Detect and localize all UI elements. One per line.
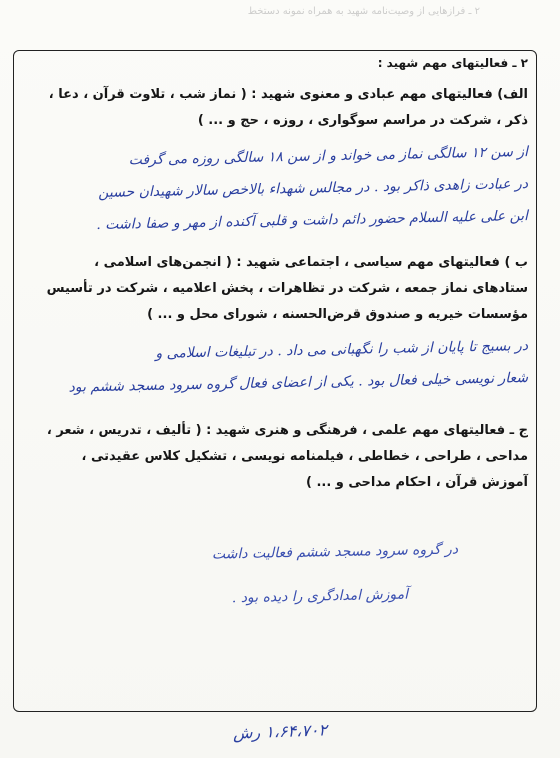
section-a-handwritten-line-2: در عبادت زاهدی ذاکر بود . در مجالس شهداء بالاخص سالار شهیدان حسین bbox=[98, 176, 529, 202]
section-c-handwritten-line-1: در گروه سرود مسجد ششم فعالیت داشت bbox=[211, 541, 459, 563]
section-a-printed-line-2: ذکر ، شرکت در مراسم سوگواری ، روزه ، حج و ... ) bbox=[197, 113, 528, 128]
section-b-handwritten-line-1: در بسیج تا پایان از شب را نگهبانی می داد . در تبلیغات اسلامی و bbox=[155, 338, 529, 362]
section-c-handwriting bbox=[24, 532, 528, 608]
bleed-through-text: ۲ ـ فرازهایی از وصیت‌نامه شهید به همراه نمونه دستخط bbox=[247, 6, 480, 17]
section-a-handwriting bbox=[24, 136, 528, 232]
section-b-printed-line-1: ب ) فعالیتهای مهم سیاسی ، اجتماعی شهید : ( انجمن‌های اسلامی ، bbox=[94, 255, 528, 270]
section-b-printed-line-3: مؤسسات خیریه و صندوق قرض‌الحسنه ، شورای محل و ... ) bbox=[147, 307, 528, 322]
section-heading: ۲ ـ فعالیتهای مهم شهید : bbox=[377, 56, 528, 70]
section-b-printed-line-2: ستادهای نماز جمعه ، شرکت در تظاهرات ، پخش اعلامیه ، شرکت در تأسیس bbox=[46, 281, 528, 296]
section-b-handwritten-line-2: شعار نویسی خیلی فعال بود . یکی از اعضای فعال گروه سرود مسجد ششم بود bbox=[68, 370, 529, 396]
section-c-printed-line-1: ج ـ فعالیتهای مهم علمی ، فرهنگی و هنری شهید : ( تألیف ، تدریس ، شعر ، bbox=[46, 423, 528, 438]
section-a-handwritten-line-3: ابن علی علیه السلام حضور دائم داشت و قلبی آکنده از مهر و صفا داشت . bbox=[96, 208, 529, 234]
section-c-printed-line-2: مداحی ، طراحی ، خطاطی ، فیلمنامه نویسی ، تشکیل کلاس عقیدتی ، bbox=[81, 449, 528, 464]
section-a-handwritten-line-1: از سن ۱۲ سالگی نماز می خواند و از سن ۱۸ سالگی روزه می گرفت bbox=[128, 144, 529, 169]
section-a bbox=[24, 82, 528, 134]
footer-handwritten-code: ۱،۶۴،۷۰۲ رش bbox=[232, 720, 328, 743]
section-a-printed-line-1: الف) فعالیتهای مهم عبادی و معنوی شهید : ( نماز شب ، تلاوت قرآن ، دعا ، bbox=[48, 87, 528, 102]
section-c-handwritten-line-2: آموزش امدادگری را دیده بود . bbox=[231, 586, 409, 607]
section-b bbox=[24, 250, 528, 328]
section-c bbox=[24, 418, 528, 496]
section-b-handwriting bbox=[24, 330, 528, 394]
section-c-printed-line-3: آموزش قرآن ، احکام مداحی و ... ) bbox=[305, 475, 528, 490]
